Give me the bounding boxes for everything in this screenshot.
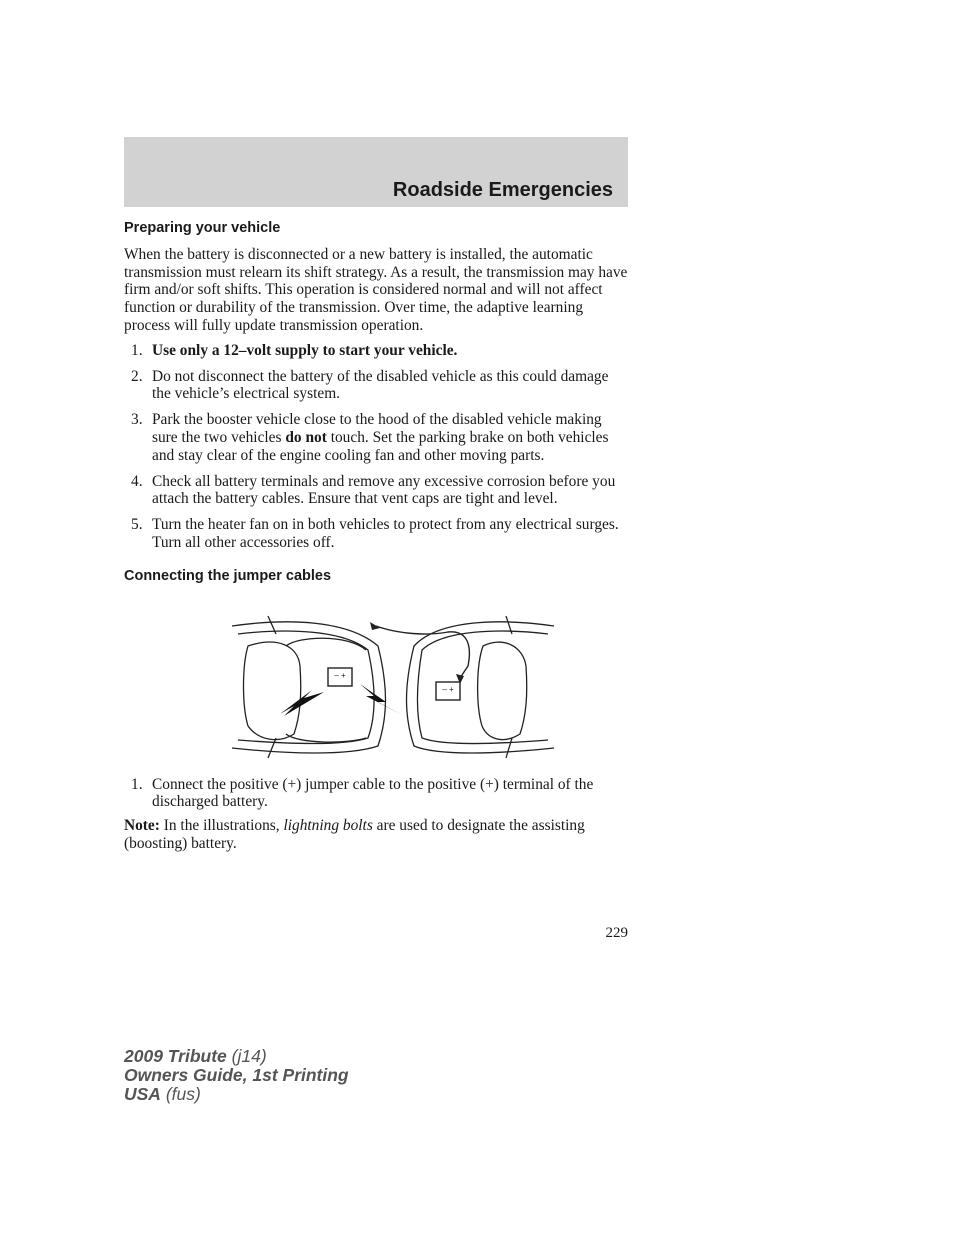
disabled-battery	[328, 668, 352, 686]
list-item: 5. Turn the heater fan on in both vehicles to protect from any electrical surges. Turn all other accessories off.	[131, 516, 619, 551]
list-item: 1. Use only a 12–volt supply to start your vehicle.	[131, 341, 458, 359]
booster-battery	[436, 682, 460, 700]
section-header-band	[124, 137, 628, 207]
document-footer	[124, 1047, 349, 1104]
list-item: 3. Park the booster vehicle close to the hood of the disabled vehicle making sure the two vehicles do not touch. Set the parking brake on both vehicles and stay clear of the engine cooling fan and other moving parts.	[131, 411, 609, 464]
jumper-cables-illustration	[228, 606, 558, 766]
page-number: 229	[605, 925, 628, 941]
footer-line-edition: Owners Guide, 1st Printing	[124, 1065, 349, 1085]
heading-preparing-vehicle: Preparing your vehicle	[124, 220, 281, 236]
lightning-bolt-icon	[360, 684, 404, 716]
battery-terminals-label: – +	[334, 670, 346, 680]
page-content	[124, 220, 630, 853]
heading-connecting-cables: Connecting the jumper cables	[124, 567, 332, 584]
list-item: 1. Connect the positive (+) jumper cable to the positive (+) terminal of the discharged battery.	[131, 775, 594, 811]
list-item: 4. Check all battery terminals and remove any excessive corrosion before you attach the battery cables. Ensure that vent caps are tight and level.	[131, 472, 616, 508]
connection-steps	[124, 776, 630, 812]
disabled-vehicle	[232, 616, 386, 758]
list-item: 2. Do not disconnect the battery of the disabled vehicle as this could damage the vehicle’s electrical system.	[131, 367, 609, 403]
preparation-steps	[124, 342, 630, 552]
section-title: Roadside Emergencies	[392, 179, 613, 201]
lightning-bolt-icon	[280, 690, 324, 716]
battery-terminals-label: – +	[442, 684, 454, 694]
booster-vehicle	[407, 616, 555, 758]
footer-line-market: USA (fus)	[124, 1084, 201, 1104]
note-paragraph: Note: In the illustrations, lightning bolts are used to designate the assisting (boosting) battery.	[124, 817, 585, 852]
intro-paragraph: When the battery is disconnected or a new battery is installed, the automatic transmission must relearn its shift strategy. As a result, the transmission may have firm and/or soft shifts. This operation is considered normal and will not affect function or durability of the transmission. Over time, the adaptive learning process will fully update transmission operation.	[124, 245, 628, 334]
cable-clamp-icon	[370, 622, 380, 630]
footer-line-model: 2009 Tribute (j14)	[124, 1046, 267, 1066]
jumper-cable	[376, 626, 469, 678]
